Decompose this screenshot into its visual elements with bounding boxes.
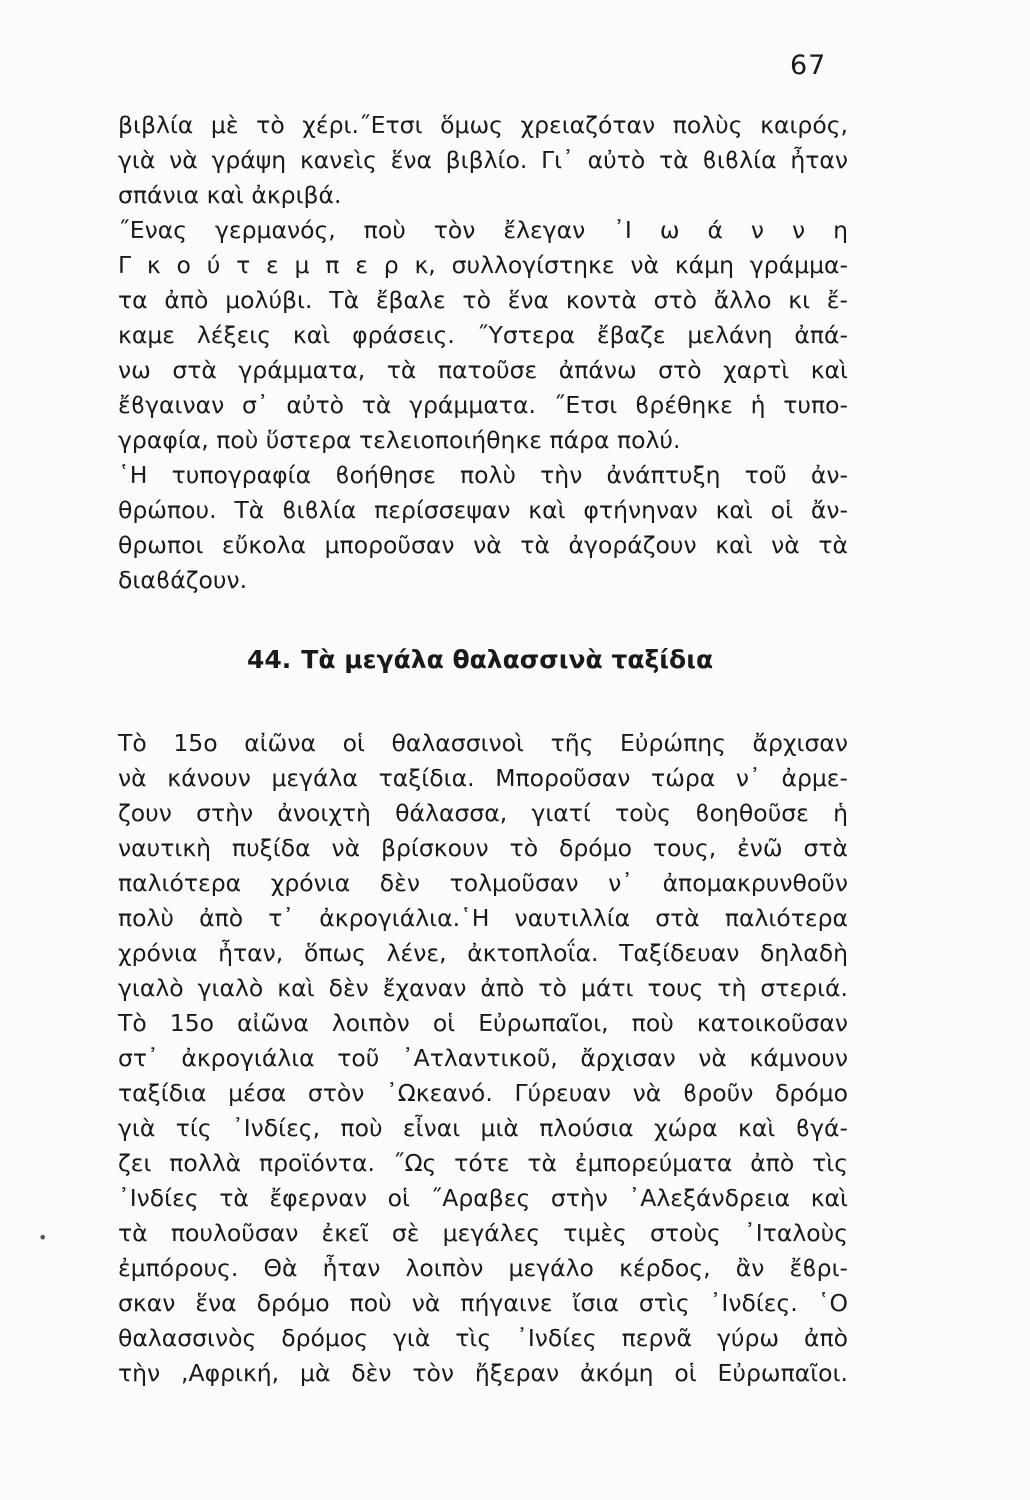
text-line: ναυτικὴ πυξίδα νὰ βρίσκουν τὸ δρόμο τους, ἐνῶ στὰ [118, 834, 848, 862]
text-line: ζουν στὴν ἀνοιχτὴ θάλασσα, γιατί τοὺς ϐοηθοῦσε ἡ [118, 799, 848, 827]
text-line: πολὺ ἀπὸ τ᾽ ἀκρογιάλια.῾Η ναυτιλλία στὰ παλιότερα [118, 904, 848, 932]
text-line: Τὸ 15ο αἰῶνα οἱ θαλασσινοὶ τῆς Εὐρώπης ἄρχισαν [118, 729, 848, 757]
text-line: παλιότερα χρόνια δὲν τολμοῦσαν ν᾽ ἀπομακρυνθοῦν [118, 869, 848, 897]
text-line: ῾Η τυπογραφία ϐοήθησε πολὺ τὴν ἀνάπτυξη τοῦ ἀν- [118, 461, 848, 489]
text-line: τα ἀπὸ μολύβι. Τὰ ἔβαλε τὸ ἕνα κοντὰ στὸ ἄλλο κι ἔ- [118, 286, 848, 314]
section-title: Τὰ μεγάλα θαλασσινὰ ταξίδια [301, 645, 714, 674]
text-line: βιβλία μὲ τὸ χέρι.˝Ετσι ὅμως χρειαζόταν πολὺς καιρός, [118, 111, 848, 139]
text-line: ˝Ενας γερμανός, ποὺ τὸν ἔλεγαν ᾽Ι ω ά ν ν η [118, 216, 848, 244]
text-line: τὰ πουλοῦσαν ἐκεῖ σὲ μεγάλες τιμὲς στοὺς ᾽Ιταλοὺς [118, 1219, 848, 1247]
text-line: θρωποι εὔκολα μποροῦσαν νὰ τὰ ἀγοράζουν καὶ νὰ τὰ [118, 531, 848, 559]
text-line: Τὸ 15ο αἰῶνα λοιπὸν οἱ Εὐρωπαῖοι, ποὺ κατοικοῦσαν [118, 1009, 848, 1037]
text-line: χρόνια ἦταν, ὅπως λένε, ἀκτοπλοΐα. Ταξίδευαν δηλαδὴ [118, 939, 848, 967]
text-line: καμε λέξεις καὶ φράσεις. ˝Υστερα ἔβαζε μελάνη ἀπά- [118, 321, 848, 349]
text-line: γιὰ τίς ᾽Ινδίες, ποὺ εἶναι μιὰ πλούσια χώρα καὶ ϐγά- [118, 1114, 848, 1142]
text-line: στ᾽ ἀκρογιάλια τοῦ ᾽Ατλαντικοῦ, ἄρχισαν νὰ κάμνουν [118, 1044, 848, 1072]
text-line: ἐμπόρους. Θὰ ἦταν λοιπὸν μεγάλο κέρδος, ἂν ἔϐρι- [118, 1254, 848, 1282]
margin-mark: • [38, 1228, 48, 1247]
text-line: τὴν ,Αφρική, μὰ δὲν τὸν ἤξεραν ἀκόμη οἱ Εὐρωπαῖοι. [118, 1359, 848, 1387]
text-line: σπάνια καὶ ἀκριβά. [118, 181, 342, 209]
text-line: Γ κ ο ύ τ ε μ π ε ρ κ, συλλογίστηκε νὰ κάμη γράμμα- [118, 251, 848, 279]
text-line: ᾽Ινδίες τὰ ἔφερναν οἱ ˝Αραβες στὴν ᾽Αλεξάνδρεια καὶ [118, 1184, 848, 1212]
paragraph-typography [118, 108, 848, 598]
text-line: σκαν ἕνα δρόμο ποὺ νὰ πήγαινε ἴσια στὶς ᾽Ινδίες. ῾Ο [118, 1289, 848, 1317]
section-number: 44. [247, 645, 292, 674]
text-line: ταξίδια μέσα στὸν ᾽Ωκεανό. Γύρευαν νὰ ϐροῦν δρόμο [118, 1079, 848, 1107]
text-line: νω στὰ γράμματα, τὰ πατοῦσε ἀπάνω στὸ χαρτὶ καὶ [118, 356, 848, 384]
text-line: ζει πολλὰ προϊόντα. ˝Ως τότε τὰ ἐμπορεύματα ἀπὸ τὶς [118, 1149, 848, 1177]
text-line: γιαλὸ γιαλὸ καὶ δὲν ἔχαναν ἀπὸ τὸ μάτι τους τὴ στεριά. [118, 974, 848, 1002]
section-heading [247, 645, 713, 674]
page-number: 67 [790, 50, 827, 81]
text-line: γραφία, ποὺ ὕστερα τελειοποιήθηκε πάρα πολύ. [118, 426, 681, 454]
text-line: γιὰ νὰ γράψη κανεὶς ἕνα βιβλίο. Γι᾽ αὐτὸ τὰ ϐιϐλία ἦταν [118, 146, 848, 174]
text-line: θρώπου. Τὰ ϐιϐλία περίσσεψαν καὶ φτήνηναν καὶ οἱ ἄν- [118, 496, 848, 524]
text-line: διαϐάζουν. [118, 566, 248, 594]
text-line: ἔϐγαιναν σ᾽ αὐτὸ τὰ γράμματα. ˝Ετσι ϐρέθηκε ἡ τυπο- [118, 391, 848, 419]
text-line: θαλασσινὸς δρόμος γιὰ τὶς ᾽Ινδίες περνᾶ γύρω ἀπὸ [118, 1324, 848, 1352]
paragraph-voyages [118, 726, 848, 1391]
text-line: νὰ κάνουν μεγάλα ταξίδια. Μποροῦσαν τώρα ν᾽ ἀρμε- [118, 764, 848, 792]
